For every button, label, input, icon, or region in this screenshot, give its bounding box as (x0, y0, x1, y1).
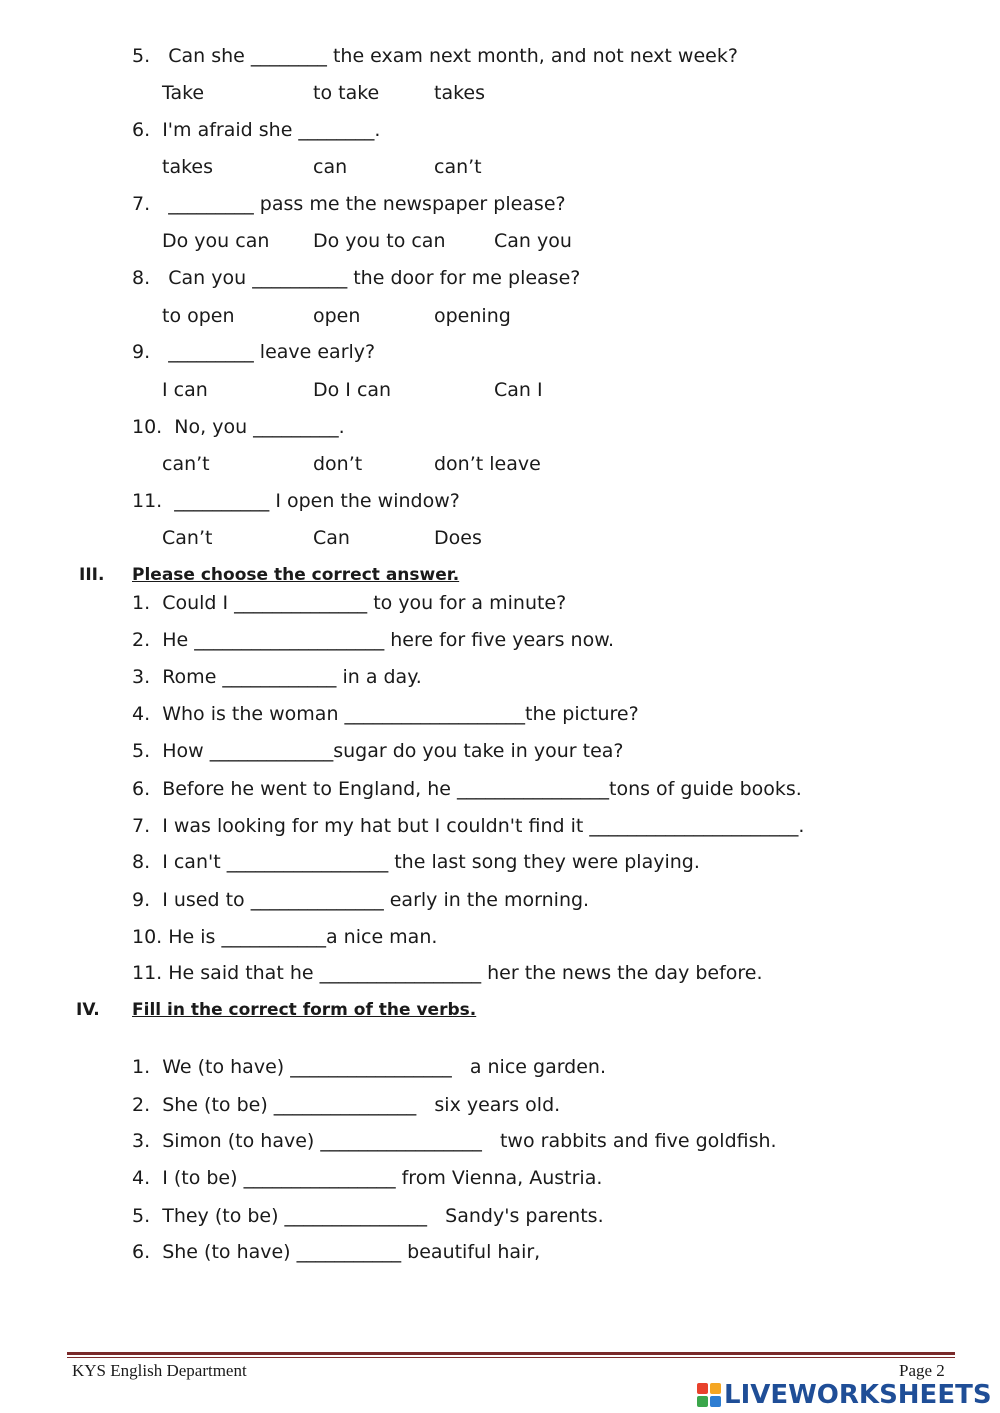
logo-square-icon (710, 1383, 721, 1394)
fill-in-item: 4. Who is the woman ___________________the picture? (132, 703, 639, 725)
fill-in-item: 2. He ____________________ here for five years now. (132, 629, 615, 651)
verb-item: 5. They (to be) _______________ Sandy's parents. (132, 1205, 604, 1227)
option: takes (162, 156, 214, 178)
verb-item: 6. She (to have) ___________ beautiful hair, (132, 1241, 541, 1263)
option: Can I (494, 379, 543, 401)
question-line: 10. No, you _________. (132, 416, 345, 438)
footer-divider-thin (67, 1357, 955, 1358)
option: Can (313, 527, 350, 549)
logo-square-icon (697, 1396, 708, 1407)
option: can’t (434, 156, 482, 178)
fill-in-item: 7. I was looking for my hat but I couldn't find it ______________________. (132, 815, 805, 837)
verb-item: 3. Simon (to have) _________________ two rabbits and five goldfish. (132, 1130, 777, 1152)
section-number: III. (79, 565, 105, 585)
fill-in-item: 6. Before he went to England, he ________________tons of guide books. (132, 778, 802, 800)
logo-square-icon (697, 1383, 708, 1394)
option: don’t (313, 453, 363, 475)
footer-divider (67, 1352, 955, 1355)
section-title: Fill in the correct form of the verbs. (132, 1000, 477, 1020)
question-line: 5. Can she ________ the exam next month, and not next week? (132, 45, 738, 67)
option: don’t leave (434, 453, 541, 475)
page-number: Page 2 (899, 1361, 945, 1380)
question-line: 7. _________ pass me the newspaper please? (132, 193, 566, 215)
footer-department: KYS English Department (72, 1361, 247, 1380)
fill-in-item: 1. Could I ______________ to you for a minute? (132, 592, 567, 614)
fill-in-item: 5. How _____________sugar do you take in your tea? (132, 740, 624, 762)
option: Take (162, 82, 205, 104)
option: takes (434, 82, 486, 104)
liveworksheets-logo (697, 1381, 992, 1409)
option: opening (434, 305, 511, 327)
fill-in-item: 8. I can't _________________ the last song they were playing. (132, 851, 700, 873)
option: Can you (494, 230, 572, 252)
option: Do I can (313, 379, 392, 401)
fill-in-item: 11. He said that he _________________ her the news the day before. (132, 962, 763, 984)
section-number: IV. (76, 1000, 100, 1020)
question-line: 9. _________ leave early? (132, 341, 376, 363)
option: to take (313, 82, 380, 104)
option: to open (162, 305, 235, 327)
verb-item: 1. We (to have) _________________ a nice garden. (132, 1056, 607, 1078)
fill-in-item: 3. Rome ____________ in a day. (132, 666, 422, 688)
verb-item: 2. She (to be) _______________ six years old. (132, 1094, 561, 1116)
verb-item: 4. I (to be) ________________ from Vienna, Austria. (132, 1167, 603, 1189)
logo-square-icon (710, 1396, 721, 1407)
logo-text: LIVEWORKSHEETS (724, 1380, 992, 1410)
option: Do you to can (313, 230, 446, 252)
logo-grid-icon (697, 1383, 721, 1407)
question-line: 11. __________ I open the window? (132, 490, 460, 512)
option: can (313, 156, 348, 178)
option: Can’t (162, 527, 213, 549)
option: can’t (162, 453, 210, 475)
question-line: 6. I'm afraid she ________. (132, 119, 381, 141)
fill-in-item: 10. He is ___________a nice man. (132, 926, 438, 948)
question-line: 8. Can you __________ the door for me please? (132, 267, 581, 289)
option: Does (434, 527, 482, 549)
option: I can (162, 379, 208, 401)
fill-in-item: 9. I used to ______________ early in the morning. (132, 889, 590, 911)
option: open (313, 305, 361, 327)
option: Do you can (162, 230, 270, 252)
section-title: Please choose the correct answer. (132, 565, 460, 585)
